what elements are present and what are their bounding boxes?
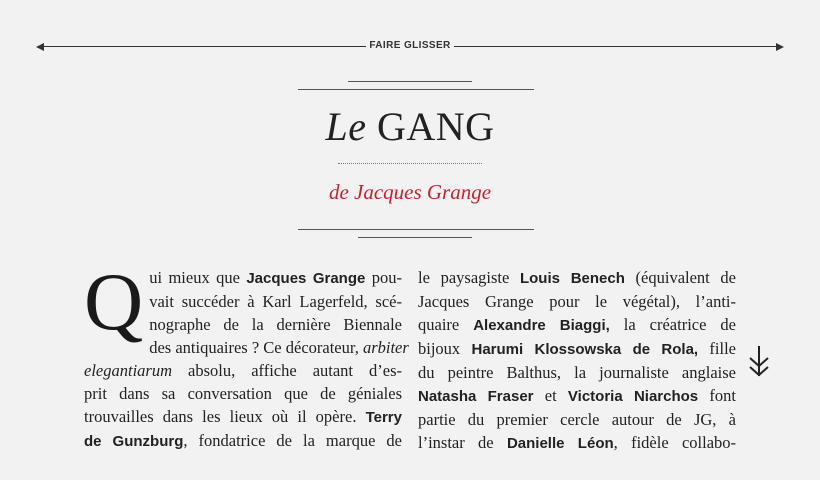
text: et bbox=[533, 386, 568, 405]
title-rule-top-long bbox=[298, 89, 534, 90]
name-bold: Alexandre Biaggi, bbox=[473, 317, 610, 334]
text-line bbox=[418, 313, 736, 337]
title-rule-top-short bbox=[348, 81, 472, 82]
dotted-divider bbox=[338, 163, 482, 164]
text-line bbox=[84, 382, 402, 405]
text-line bbox=[418, 337, 736, 361]
name-bold: Terry bbox=[365, 409, 402, 426]
text-line bbox=[418, 431, 736, 455]
title-rule-bottom-short bbox=[358, 237, 472, 238]
text-line bbox=[418, 266, 736, 290]
text-line bbox=[84, 405, 402, 429]
italic-text: elegantiarum bbox=[84, 361, 172, 380]
text-line bbox=[418, 361, 736, 384]
text: prit dans sa conversation que de géniales bbox=[84, 384, 402, 403]
name-bold: Harumi Klossowska de Rola, bbox=[471, 341, 699, 358]
text: , fondatrice de la marque de bbox=[183, 431, 402, 450]
text: , fidèle collabo- bbox=[613, 433, 737, 452]
text: trouvailles dans les lieux où il opère. bbox=[84, 407, 366, 426]
text-line bbox=[84, 359, 402, 382]
text: pou- bbox=[365, 268, 402, 287]
text: du peintre Balthus, la journaliste anglaise bbox=[418, 363, 736, 382]
name-bold: Victoria Niarchos bbox=[567, 388, 699, 405]
arrow-left-icon bbox=[36, 43, 44, 51]
divider bbox=[42, 46, 366, 47]
text: absolu, affiche autant d’es- bbox=[172, 361, 402, 380]
title-rule-bottom-long bbox=[298, 229, 534, 230]
double-chevron-down-svg bbox=[748, 346, 770, 380]
text: ui mieux que bbox=[149, 268, 247, 287]
text: la créatrice de bbox=[609, 315, 736, 334]
text: des antiquaires ? Ce décorateur, bbox=[149, 338, 363, 357]
title-le: Le bbox=[325, 104, 367, 149]
italic-text: arbiter bbox=[362, 338, 409, 357]
arrow-right-icon bbox=[776, 43, 784, 51]
name-bold: Louis Benech bbox=[519, 270, 625, 287]
text: nographe de la dernière Biennale bbox=[149, 315, 402, 334]
drop-cap: Q bbox=[84, 256, 144, 347]
double-chevron-down-icon[interactable] bbox=[748, 346, 770, 380]
text-line bbox=[418, 384, 736, 408]
name-bold: de Gunzburg bbox=[84, 433, 184, 450]
swipe-label: FAIRE GLISSER bbox=[369, 40, 451, 51]
text: (équivalent de bbox=[624, 268, 736, 287]
body-column-right bbox=[418, 266, 737, 452]
text: vait succéder à Karl Lagerfeld, scé- bbox=[149, 292, 402, 311]
name-bold: Danielle Léon bbox=[506, 435, 614, 452]
text-line bbox=[84, 429, 402, 453]
text: quaire bbox=[418, 315, 474, 334]
text: l’instar de bbox=[418, 433, 507, 452]
body-column-left bbox=[84, 256, 409, 450]
text: le paysagiste bbox=[418, 268, 520, 287]
text-line bbox=[418, 408, 736, 431]
text: fille bbox=[698, 339, 736, 358]
name-bold: Natasha Fraser bbox=[418, 388, 534, 405]
title-gang: GANG bbox=[376, 104, 495, 149]
divider bbox=[454, 46, 778, 47]
text: bijoux bbox=[418, 339, 472, 358]
text-line bbox=[418, 290, 736, 313]
article-subtitle: de Jacques Grange bbox=[328, 180, 492, 204]
name-bold: Jacques Grange bbox=[246, 270, 366, 287]
article-title bbox=[0, 100, 820, 154]
swipe-indicator[interactable] bbox=[36, 40, 784, 54]
text: font bbox=[698, 386, 736, 405]
text: partie du premier cercle autour de JG, à bbox=[418, 410, 736, 429]
text: Jacques Grange pour le végétal), l’anti- bbox=[418, 292, 736, 311]
